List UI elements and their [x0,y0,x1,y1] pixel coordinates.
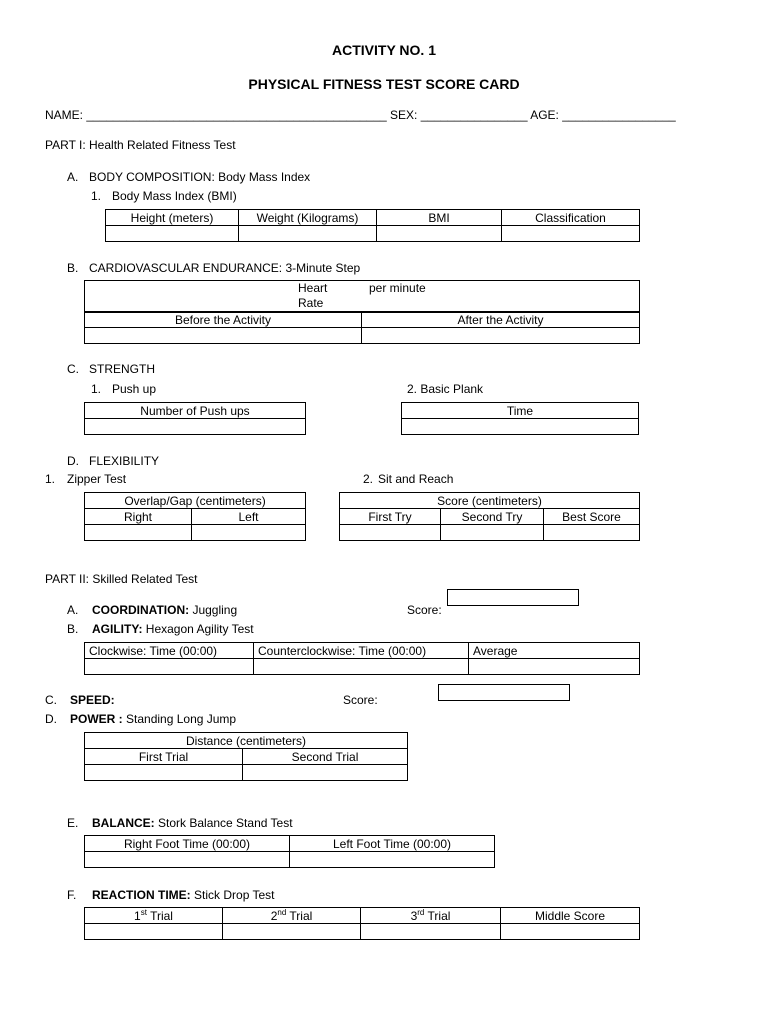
col-right: Right [85,509,192,525]
balance-heading [92,816,293,830]
agility-bold: AGILITY: [92,622,143,636]
col-height: Height (meters) [106,210,239,226]
col-first-try: First Try [340,509,441,525]
push-up-num: 1. [91,382,102,396]
trial1-word: Trial [150,908,173,923]
sit-reach-num: 2. [363,472,374,486]
classification-cell[interactable] [502,226,640,242]
table-header-row [106,210,640,226]
plank-time-cell[interactable] [402,419,639,435]
coordination-rest: Juggling [192,603,238,617]
table-row[interactable] [85,419,306,435]
second-try-cell[interactable] [441,525,544,541]
table-row[interactable] [85,525,306,541]
page-subtitle: PHYSICAL FITNESS TEST SCORE CARD [248,76,520,92]
trial3-num: 3 [410,908,418,923]
col-first-trial: First Trial [85,749,243,765]
col-best-score: Best Score [544,509,640,525]
agility-heading [92,622,254,636]
before-cell[interactable] [85,328,362,344]
name-blank[interactable]: _____________________________________________ [86,108,387,122]
coordination-bold: COORDINATION: [92,603,190,617]
trial1-num: 1 [134,908,141,923]
right-cell[interactable] [85,525,192,541]
trial3-sup: rd [417,907,425,917]
coordination-heading [92,603,237,617]
col-time: Time [402,403,639,419]
col-push-ups: Number of Push ups [85,403,306,419]
name-line[interactable] [45,108,676,122]
heart-rate-header [84,280,640,313]
part2-c-label: C. [45,693,57,707]
part1-heading: PART I: Health Related Fitness Test [45,138,236,152]
heart-rate-table [84,311,640,344]
part1-b-heading: CARDIOVASCULAR ENDURANCE: 3-Minute Step [89,261,361,275]
after-cell[interactable] [362,328,640,344]
col-classification: Classification [502,210,640,226]
col-second-trial: Second Trial [243,749,408,765]
push-ups-cell[interactable] [85,419,306,435]
trial3-word: Trial [427,908,451,923]
sit-reach-table [339,492,640,541]
agility-table [84,642,640,675]
table-row[interactable] [340,525,640,541]
part2-a-label: A. [67,603,79,617]
first-try-cell[interactable] [340,525,441,541]
part1-a-sub-num: 1. [91,189,102,203]
col-after: After the Activity [362,312,640,328]
power-bold: POWER : [70,712,123,726]
reaction-heading [92,888,275,902]
col-counterclockwise: Counterclockwise: Time (00:00) [254,643,469,659]
part2-heading: PART II: Skilled Related Test [45,572,198,586]
table-header-row [85,312,640,328]
part1-a-sub: Body Mass Index (BMI) [112,189,237,203]
page-title: ACTIVITY NO. 1 [332,42,436,58]
part1-b-label: B. [67,261,79,275]
first-trial-cell[interactable] [85,765,243,781]
part2-f-label: F. [67,888,77,902]
col-second-try: Second Try [441,509,544,525]
col-1st-trial [85,908,223,924]
clockwise-cell[interactable] [85,659,254,675]
age-label: AGE: [530,108,559,122]
bmi-table [105,209,640,242]
table-header-row [85,733,408,749]
power-rest: Standing Long Jump [126,712,237,726]
power-header: Distance (centimeters) [85,733,408,749]
col-bmi: BMI [377,210,502,226]
part1-d-label: D. [67,454,79,468]
sit-reach-label: Sit and Reach [378,472,454,486]
power-table [84,732,408,781]
part1-c-heading: STRENGTH [89,362,155,376]
col-left-foot: Left Foot Time (00:00) [290,836,495,852]
table-header-row [85,749,408,765]
col-2nd-trial [223,908,361,924]
table-row[interactable] [402,419,639,435]
table-header-row [340,509,640,525]
table-row[interactable] [85,924,640,940]
table-header-row [85,509,306,525]
trial1-cell[interactable] [85,924,223,940]
heart-rate-line2: Rate [298,296,324,310]
coordination-score-label: Score: [407,603,442,617]
zipper-header: Overlap/Gap (centimeters) [85,493,306,509]
reaction-table [84,907,640,940]
col-clockwise: Clockwise: Time (00:00) [85,643,254,659]
best-score-cell[interactable] [544,525,640,541]
table-header-row [402,403,639,419]
speed-score-label: Score: [343,693,378,707]
zipper-num: 1. [45,472,56,486]
trial3-cell[interactable] [361,924,501,940]
table-header-row [85,403,306,419]
part1-d-heading: FLEXIBILITY [89,454,160,468]
trial2-word: Trial [289,908,313,923]
weight-cell[interactable] [239,226,377,242]
left-cell[interactable] [192,525,306,541]
table-header-row [340,493,640,509]
agility-rest: Hexagon Agility Test [145,622,254,636]
col-3rd-trial [361,908,501,924]
table-header-row [85,836,495,852]
average-cell[interactable] [469,659,640,675]
left-foot-cell[interactable] [290,852,495,868]
heart-rate-line1: Heart [298,281,328,295]
col-average: Average [469,643,640,659]
balance-rest: Stork Balance Stand Test [158,816,293,830]
part2-b-label: B. [67,622,79,636]
speed-score-box[interactable] [438,684,570,701]
part2-d-label: D. [45,712,57,726]
trial2-num: 2 [270,908,278,923]
table-row[interactable] [85,659,640,675]
table-row[interactable] [85,328,640,344]
coordination-score-box[interactable] [447,589,579,606]
push-up-table [84,402,306,435]
balance-table [84,835,495,868]
push-up-label: Push up [112,382,157,396]
part1-a-heading: BODY COMPOSITION: Body Mass Index [89,170,311,184]
middle-score-cell[interactable] [501,924,640,940]
age-blank[interactable]: _________________ [562,108,676,122]
zipper-table [84,492,306,541]
plank-table [401,402,639,435]
power-heading [70,712,236,726]
col-left: Left [192,509,306,525]
right-foot-cell[interactable] [85,852,290,868]
name-label: NAME: [45,108,84,122]
zipper-label: Zipper Test [67,472,127,486]
trial1-sup: st [140,907,147,917]
speed-heading: SPEED: [70,693,115,707]
sex-label: SEX: [390,108,418,122]
part1-a-label: A. [67,170,79,184]
bmi-cell[interactable] [377,226,502,242]
part2-e-label: E. [67,816,79,830]
part1-c-label: C. [67,362,79,376]
col-before: Before the Activity [85,312,362,328]
col-middle-score: Middle Score [501,908,640,924]
balance-bold: BALANCE: [92,816,155,830]
counterclockwise-cell[interactable] [254,659,469,675]
trial2-sup: nd [277,907,287,917]
second-trial-cell[interactable] [243,765,408,781]
col-weight: Weight (Kilograms) [239,210,377,226]
sex-blank[interactable]: ________________ [420,108,528,122]
table-header-row [85,643,640,659]
reaction-rest: Stick Drop Test [194,888,275,902]
trial2-cell[interactable] [223,924,361,940]
table-row[interactable] [85,765,408,781]
height-cell[interactable] [106,226,239,242]
reaction-bold: REACTION TIME: [92,888,191,902]
sit-reach-header: Score (centimeters) [340,493,640,509]
col-right-foot: Right Foot Time (00:00) [85,836,290,852]
table-row[interactable] [106,226,640,242]
table-header-row [85,493,306,509]
table-row[interactable] [85,852,495,868]
basic-plank-label: 2. Basic Plank [407,382,484,396]
table-header-row [85,908,640,924]
heart-rate-per-minute: per minute [369,281,426,295]
